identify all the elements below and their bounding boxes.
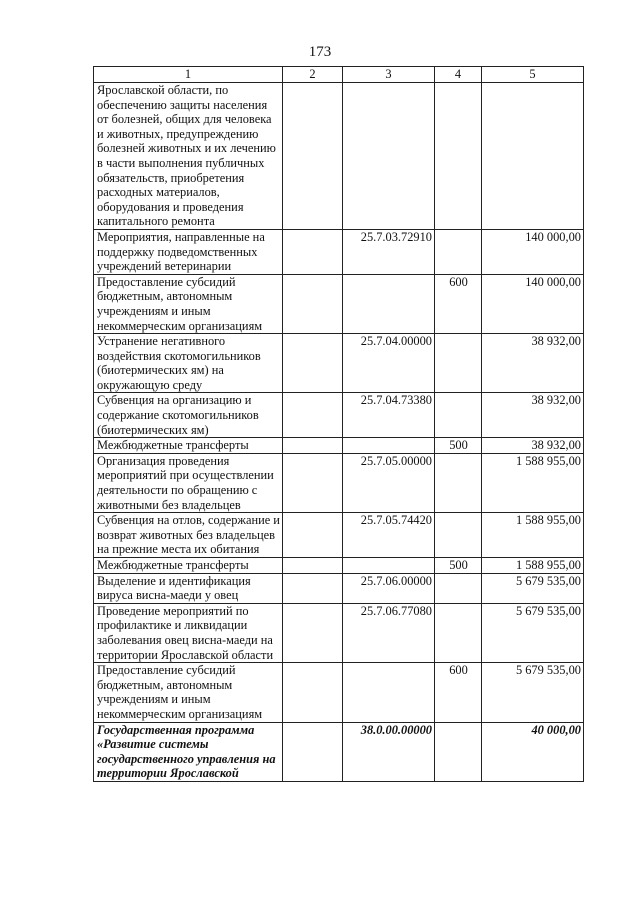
table-row [94,453,584,512]
row-name-cell: Выделение и идентификация вируса висна-маеди у овец [94,573,283,603]
row-kvr-cell [435,83,482,230]
row-name-cell: Субвенция на отлов, содержание и возврат животных без владельцев на прежние места их обитания [94,513,283,558]
row-code-cell: 25.7.05.74420 [343,513,435,558]
row-kvr-cell: 500 [435,438,482,454]
table-row [94,603,584,662]
table-row [94,663,584,722]
table-body [94,83,584,782]
row-name-cell: Устранение негативного воздействия скотомогильников (биотермических ям) на окружающую среду [94,334,283,393]
row-col2-cell [283,573,343,603]
row-col2-cell [283,603,343,662]
row-code-cell: 38.0.00.00000 [343,722,435,781]
row-col2-cell [283,438,343,454]
row-sum-cell: 5 679 535,00 [482,603,584,662]
table-row [94,229,584,274]
row-code-cell: 25.7.04.73380 [343,393,435,438]
row-col2-cell [283,558,343,574]
row-sum-cell [482,83,584,230]
row-kvr-cell [435,603,482,662]
row-col2-cell [283,83,343,230]
row-kvr-cell [435,722,482,781]
table-row [94,722,584,781]
column-header-5: 5 [482,67,584,83]
row-sum-cell: 140 000,00 [482,229,584,274]
table-row [94,513,584,558]
row-sum-cell: 5 679 535,00 [482,663,584,722]
row-col2-cell [283,334,343,393]
column-header-2: 2 [283,67,343,83]
budget-table [93,66,584,782]
column-header-4: 4 [435,67,482,83]
column-header-3: 3 [343,67,435,83]
table-row [94,83,584,230]
row-kvr-cell [435,513,482,558]
column-header-1: 1 [94,67,283,83]
row-code-cell [343,83,435,230]
row-name-cell: Межбюджетные трансферты [94,558,283,574]
table-header-row [94,67,584,83]
row-sum-cell: 1 588 955,00 [482,453,584,512]
row-sum-cell: 140 000,00 [482,274,584,333]
row-name-cell: Предоставление субсидий бюджетным, автономным учреждениям и иным некоммерческим организациям [94,274,283,333]
row-kvr-cell [435,393,482,438]
row-name-cell: Государственная программа «Развитие системы государственного управления на территории Ярославской [94,722,283,781]
row-code-cell [343,663,435,722]
row-sum-cell: 1 588 955,00 [482,558,584,574]
table-row [94,558,584,574]
page-number: 173 [308,44,332,60]
row-kvr-cell: 500 [435,558,482,574]
row-sum-cell: 5 679 535,00 [482,573,584,603]
row-code-cell: 25.7.05.00000 [343,453,435,512]
row-code-cell: 25.7.04.00000 [343,334,435,393]
row-name-cell: Межбюджетные трансферты [94,438,283,454]
row-code-cell: 25.7.03.72910 [343,229,435,274]
row-name-cell: Организация проведения мероприятий при осуществлении деятельности по обращению с животными без владельцев [94,453,283,512]
row-name-cell: Мероприятия, направленные на поддержку подведомственных учреждений ветеринарии [94,229,283,274]
row-col2-cell [283,513,343,558]
row-sum-cell: 38 932,00 [482,438,584,454]
row-kvr-cell: 600 [435,663,482,722]
row-col2-cell [283,229,343,274]
row-kvr-cell [435,453,482,512]
row-code-cell [343,438,435,454]
row-code-cell [343,274,435,333]
row-sum-cell: 38 932,00 [482,393,584,438]
row-col2-cell [283,274,343,333]
table-row [94,334,584,393]
table-row [94,393,584,438]
row-kvr-cell [435,334,482,393]
row-col2-cell [283,453,343,512]
table-row [94,438,584,454]
row-name-cell: Проведение мероприятий по профилактике и ликвидации заболевания овец висна-маеди на территории Ярославской области [94,603,283,662]
row-kvr-cell [435,229,482,274]
row-kvr-cell [435,573,482,603]
row-name-cell: Ярославской области, по обеспечению защиты населения от болезней, общих для человека и животных, предупреждению болезней животных и их лечению в части выполнения публичных обязательств, приобретения расходных материалов, оборудования и проведения капитального ремонта [94,83,283,230]
row-sum-cell: 38 932,00 [482,334,584,393]
row-code-cell: 25.7.06.00000 [343,573,435,603]
row-sum-cell: 1 588 955,00 [482,513,584,558]
row-col2-cell [283,663,343,722]
row-code-cell: 25.7.06.77080 [343,603,435,662]
row-code-cell [343,558,435,574]
table-row [94,573,584,603]
row-col2-cell [283,393,343,438]
row-col2-cell [283,722,343,781]
row-name-cell: Предоставление субсидий бюджетным, автономным учреждениям и иным некоммерческим организациям [94,663,283,722]
row-name-cell: Субвенция на организацию и содержание скотомогильников (биотермических ям) [94,393,283,438]
row-kvr-cell: 600 [435,274,482,333]
table-row [94,274,584,333]
row-sum-cell: 40 000,00 [482,722,584,781]
